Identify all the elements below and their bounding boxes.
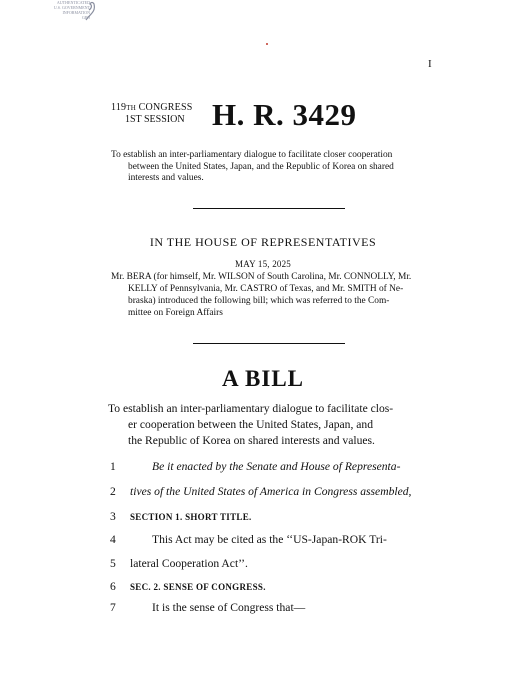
red-mark xyxy=(266,43,268,45)
section-heading: SEC. 2. SENSE OF CONGRESS. xyxy=(130,582,266,592)
bill-number: H. R. 3429 xyxy=(212,97,357,132)
divider-top xyxy=(193,208,345,209)
line-number: 2 xyxy=(110,485,116,498)
line-number: 4 xyxy=(110,533,116,546)
introduction-date: MAY 15, 2025 xyxy=(235,259,291,269)
line-number: 3 xyxy=(110,510,116,523)
chamber-heading: IN THE HOUSE OF REPRESENTATIVES xyxy=(149,235,377,249)
line-text: This Act may be cited as the ‘‘US-Japan-ROK Tri- xyxy=(152,533,387,546)
line-text: Be it enacted by the Senate and House of Representa- xyxy=(152,460,401,473)
sponsors-line-3: braska) introduced the following bill; which was referred to the Com- xyxy=(128,296,390,306)
logo-line-3: INFORMATION xyxy=(62,10,90,15)
long-title-line-2: er cooperation between the United States, Japan, and xyxy=(128,418,373,431)
line-text: lateral Cooperation Act’’. xyxy=(130,557,248,570)
a-bill-heading: A BILL xyxy=(221,366,305,391)
section-heading: SECTION 1. SHORT TITLE. xyxy=(130,512,252,522)
page-number: I xyxy=(428,58,432,70)
line-number: 6 xyxy=(110,580,116,593)
logo-line-1: AUTHENTICATED xyxy=(56,0,90,5)
purpose-summary xyxy=(111,150,435,185)
sponsors-line-1: Mr. BERA (for himself, Mr. WILSON of South Carolina, Mr. CONNOLLY, Mr. xyxy=(111,272,412,282)
eagle-icon xyxy=(84,0,98,24)
purpose-line-1: To establish an inter-parliamentary dialogue to facilitate closer cooperation xyxy=(111,150,393,160)
congress-suffix: TH xyxy=(126,104,136,112)
line-number: 1 xyxy=(110,460,116,473)
purpose-line-2: between the United States, Japan, and the Republic of Korea on shared xyxy=(128,161,394,172)
line-text: It is the sense of Congress that— xyxy=(152,601,306,614)
long-title xyxy=(108,401,435,449)
congress-word: CONGRESS xyxy=(138,102,193,113)
divider-bottom xyxy=(193,343,345,344)
line-text: tives of the United States of America in Congress assembled, xyxy=(130,485,412,498)
session-label: 1ST SESSION xyxy=(125,114,185,125)
congress-number: 119 xyxy=(111,102,127,113)
sponsors-paragraph xyxy=(111,271,435,319)
gpo-authentication-logo xyxy=(40,0,100,30)
logo-line-2: U.S. GOVERNMENT xyxy=(53,5,90,10)
long-title-line-1: To establish an inter-parliamentary dialogue to facilitate clos- xyxy=(108,402,394,415)
purpose-line-3: interests and values. xyxy=(128,173,204,183)
line-number: 5 xyxy=(110,557,116,570)
line-number: 7 xyxy=(110,601,116,614)
congress-label xyxy=(111,101,193,115)
long-title-line-3: the Republic of Korea on shared interests and values. xyxy=(128,434,375,447)
logo-line-4: GPO xyxy=(81,15,90,20)
sponsors-line-4: mittee on Foreign Affairs xyxy=(128,308,223,318)
sponsors-line-2: KELLY of Pennsylvania, Mr. CASTRO of Texas, and Mr. SMITH of Ne- xyxy=(128,284,404,294)
logo-text xyxy=(40,0,90,20)
